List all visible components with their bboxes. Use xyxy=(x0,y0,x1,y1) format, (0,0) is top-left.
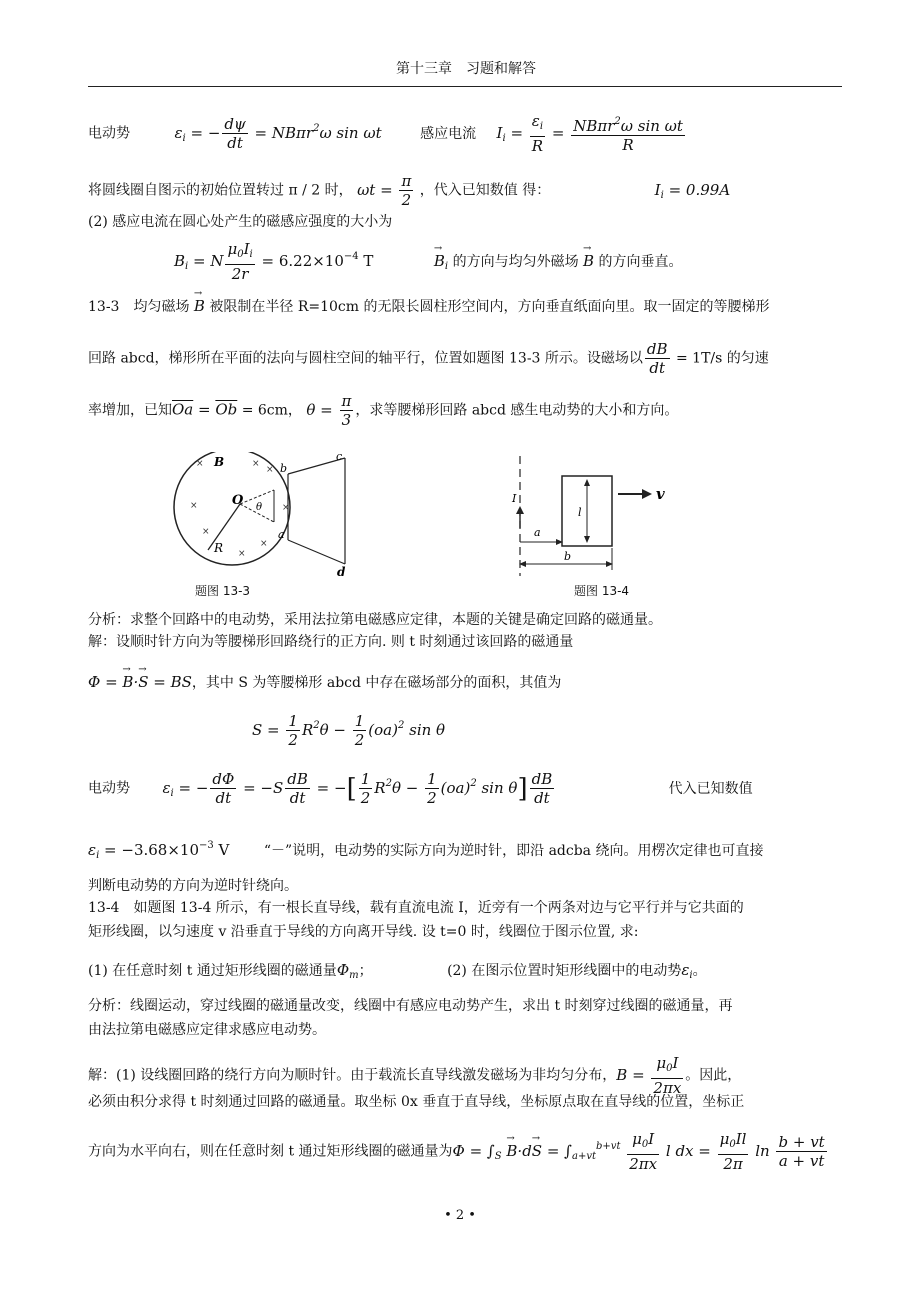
problem-13-4-line1: 13-4 如题图 13-4 所示，有一根长直导线，载有直流电流 I，近旁有一个两条对边与它平行并与它共面的 xyxy=(88,900,744,916)
label-O: O xyxy=(232,493,244,508)
label-I: I xyxy=(512,492,517,505)
label-l: l xyxy=(578,506,582,519)
emf-13-3-line: 电动势 $\varepsilon_i$ = − $\frac{d\Phi}{dt}$ = −S $\frac{dB}{dt}$ = −[ $\frac{1}{2}$ $R^2\theta$ − $\frac{1}{2}$ (oa)$^2$ sin θ] $\frac{dB}{dt}$ 代入已知数值 xyxy=(88,770,753,807)
svg-text:×: × xyxy=(260,539,268,549)
solution-13-4-b: 必须由积分求得 t 时刻通过回路的磁通量。取坐标 0x 垂直于直导线，坐标原点取在直导线的位置，坐标正 xyxy=(88,1094,745,1110)
svg-text:×: × xyxy=(238,549,246,559)
rotation-mid: ，代入已知数值 得： xyxy=(419,182,551,199)
bi-direction: → $B_i$ 的方向与均匀外磁场 → B 的方向垂直。 xyxy=(434,254,683,270)
emf-conclusion: 判断电动势的方向为逆时针绕向。 xyxy=(88,878,298,894)
svg-text:×: × xyxy=(196,459,204,469)
label-c: c xyxy=(336,452,343,463)
current-formula: $I_i$ = $\frac{\varepsilon_i}{R}$ = $\frac{NB\pi r^2\omega \sin \omega t}{R}$ xyxy=(496,112,683,155)
label-a: a xyxy=(534,526,541,539)
problem-13-3-line1: 13-3 均匀磁场 → B 被限制在半径 R=10cm 的无限长圆柱形空间内，方向垂直纸面向里。取一固定的等腰梯形 xyxy=(88,296,770,317)
emf-label: 电动势 xyxy=(88,125,130,142)
figure-13-3 xyxy=(170,452,370,582)
figure-13-3-caption: 题图 13-3 xyxy=(195,584,251,598)
emf-line-1 xyxy=(88,112,687,155)
svg-text:×: × xyxy=(202,527,210,537)
flux-line: Φ = → B·→ S = BS，其中 S 为等腰梯形 abcd 中存在磁场部分的面积，其值为 xyxy=(88,672,561,693)
analysis-13-4-b: 由法拉第电磁感应定律求感应电动势。 xyxy=(88,1022,326,1038)
solution-13-4-c: 方向为水平向右，则在任意时刻 t 通过矩形线圈的磁通量为$\Phi = \int_S \to B\cdot d\to S = \int_{a+vt}^{b+vt}$ $\frac{\mu_0I}{2\pi x}$ l dx = $\frac{\mu_0Il}{2\pi}$ ln $\frac{b + vt}{a + vt}$ xyxy=(88,1130,829,1173)
problem-13-4-questions: (1) 在任意时刻 t 通过矩形线圈的磁通量$\Phi_m$； (2) 在图示位置时矩形线圈中的电动势$\varepsilon_i$。 xyxy=(88,961,707,981)
svg-text:×: × xyxy=(282,503,290,513)
problem-13-4-line2: 矩形线圈，以匀速度 v 沿垂直于导线的方向离开导线. 设 t=0 时，线圈位于图示位置, 求: xyxy=(88,924,639,940)
svg-text:×: × xyxy=(190,501,198,511)
label-v: v xyxy=(656,485,665,503)
omega-t-formula: ωt = $\frac{\pi}{2}$ xyxy=(357,172,412,209)
label-R: R xyxy=(214,541,224,555)
current-result: $I_i = 0.99A$ xyxy=(654,180,731,201)
figure-13-4 xyxy=(506,452,676,582)
header-rule xyxy=(88,86,842,87)
field-cross-marks xyxy=(190,459,290,559)
figure-13-4-caption: 题图 13-4 xyxy=(574,584,630,598)
page-number: • 2 • xyxy=(444,1208,476,1223)
analysis-13-4-a: 分析：线圈运动，穿过线圈的磁通量改变，线圈中有感应电动势产生，求出 t 时刻穿过线圈的磁通量，再 xyxy=(88,998,733,1014)
label-B: B xyxy=(214,455,225,469)
analysis-13-3: 分析：求整个回路中的电动势，采用法拉第电磁感应定律，本题的关键是确定回路的磁通量。 xyxy=(88,612,662,628)
label-d: d xyxy=(337,565,346,579)
current-label: 感应电流 xyxy=(420,125,477,142)
area-formula: S = $\frac{1}{2}$ $R^2\theta$ − $\frac{1}{2}$ (oa)$^2$ sin θ xyxy=(252,712,446,749)
current-arrowhead xyxy=(516,506,524,514)
bi-line xyxy=(88,240,683,283)
bi-formula: $B_i = N$ $\frac{\mu_0I_i}{2r}$ = $6.22\times 10^{-4}$ T xyxy=(174,240,374,283)
svg-text:×: × xyxy=(252,459,260,469)
rotation-line xyxy=(88,172,730,209)
label-b: b xyxy=(280,462,288,475)
solution-13-3: 解：设顺时针方向为等腰梯形回路绕行的正方向. 则 t 时刻通过该回路的磁通量 xyxy=(88,634,574,650)
chapter-header: 第十三章 习题和解答 xyxy=(396,61,536,77)
radius-r xyxy=(208,504,240,550)
trapezoid-da xyxy=(288,540,345,564)
svg-text:×: × xyxy=(266,465,274,475)
label-b: b xyxy=(564,550,572,563)
problem-13-3-line3: 率增加，已知$\overline{Oa} = \overline{Ob} = 6cm$， θ = $\frac{\pi}{3}$ ，求等腰梯形回路 abcd 感生电动势的大小和方向。 xyxy=(88,392,679,429)
solution-13-4-a: 解：(1) 设线圈回路的绕行方向为顺时针。由于载流长直导线激发磁场为非均匀分布，B = $\frac{\mu_0I}{2\pi x}$ 。因此， xyxy=(88,1054,742,1097)
label-theta: θ xyxy=(256,502,263,513)
rotation-text: 将圆线圈自图示的初始位置转过 π / 2 时， xyxy=(88,182,353,199)
part2-intro: (2) 感应电流在圆心处产生的磁感应强度的大小为 xyxy=(88,214,393,230)
problem-13-3-line2: 回路 abcd，梯形所在平面的法向与圆柱空间的轴平行，位置如题图 13-3 所示。设磁场以 $\frac{dB}{dt}$ = 1T/s 的匀速 xyxy=(88,340,769,377)
emf-result-line: $\varepsilon_i = -3.68\times 10^{-3}$ V “－”说明，电动势的实际方向为逆时针，即沿 adcba 绕向。用楞次定律也可直接 xyxy=(88,840,764,861)
label-a: a xyxy=(278,528,285,541)
emf-formula: $\varepsilon_i$ = − $\frac{d\psi}{dt}$ = NBπr$^2$ω sin ωt xyxy=(174,115,382,152)
